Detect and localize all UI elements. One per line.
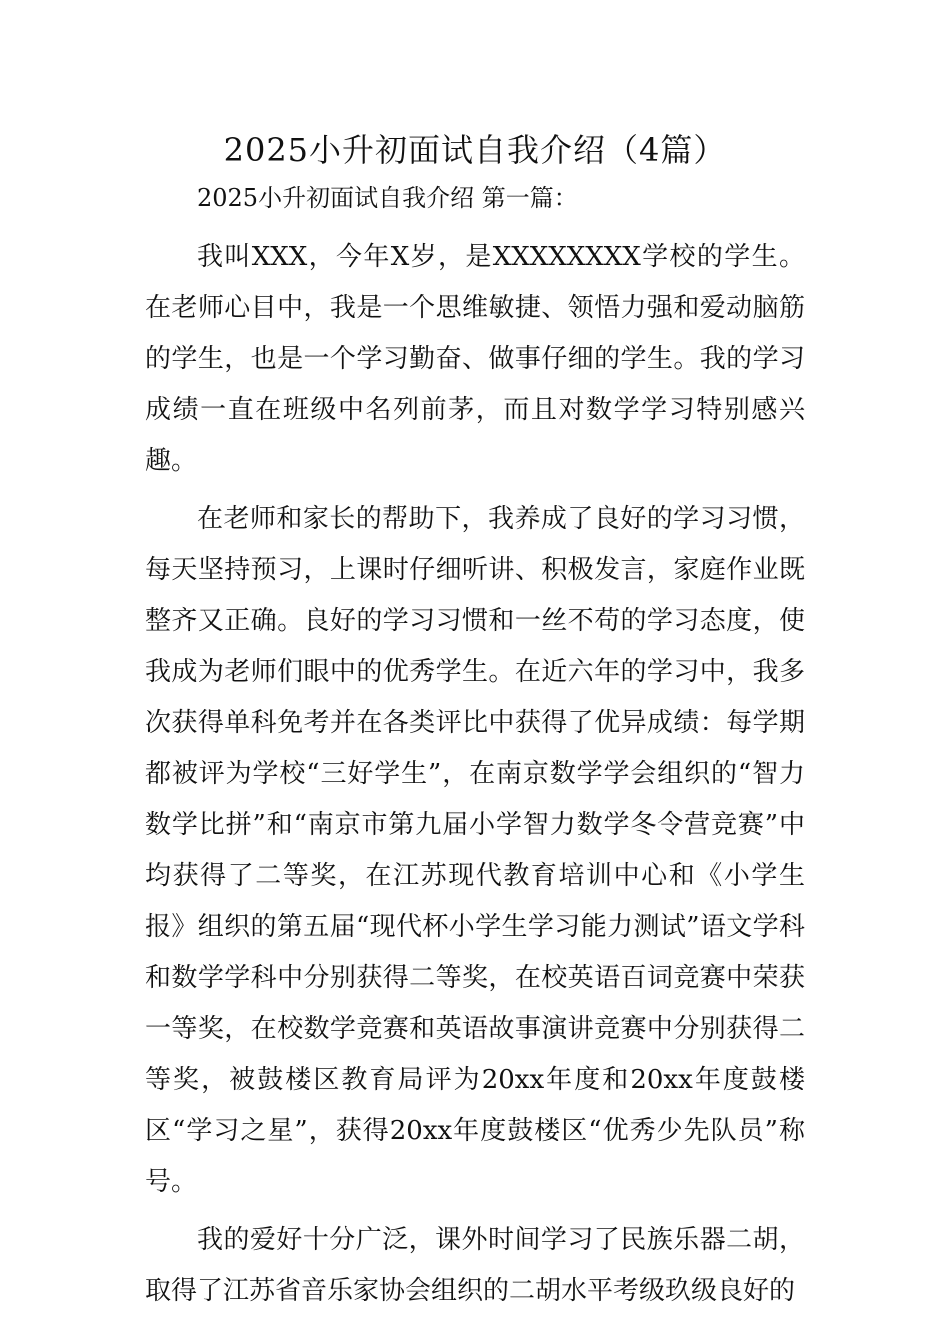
paragraph-1: 我叫XXX，今年X岁，是XXXXXXXX学校的学生。在老师心目中，我是一个思维敏捷、领悟力强和爱动脑筋的学生，也是一个学习勤奋、做事仔细的学生。我的学习成绩一直在班级中名列前茅，而且对数学学习特别感兴趣。 (145, 242, 805, 476)
document-page (145, 128, 805, 1317)
document-title: 2025小升初面试自我介绍（4篇） (223, 131, 727, 169)
paragraph-3: 我的爱好十分广泛，课外时间学习了民族乐器二胡，取得了江苏省音乐家协会组织的二胡水平考级玖级良好的 (145, 1225, 805, 1306)
section-heading: 2025小升初面试自我介绍 第一篇： (197, 184, 578, 212)
paragraph-2: 在老师和家长的帮助下，我养成了良好的学习习惯，每天坚持预习，上课时仔细听讲、积极发言，家庭作业既整齐又正确。良好的学习习惯和一丝不苟的学习态度，使我成为老师们眼中的优秀学生。在近六年的学习中，我多次获得单科免考并在各类评比中获得了优异成绩：每学期都被评为学校“三好学生”，在南京数学学会组织的“智力数学比拼”和“南京市第九届小学智力数学冬令营竞赛”中均获得了二等奖，在江苏现代教育培训中心和《小学生报》组织的第五届“现代杯小学生学习能力测试”语文学科和数学学科中分别获得二等奖，在校英语百词竞赛中荣获一等奖，在校数学竞赛和英语故事演讲竞赛中分别获得二等奖，被鼓楼区教育局评为20xx年度和20xx年度鼓楼区“学习之星”，获得20xx年度鼓楼区“优秀少先队员”称号。 (145, 504, 805, 1197)
